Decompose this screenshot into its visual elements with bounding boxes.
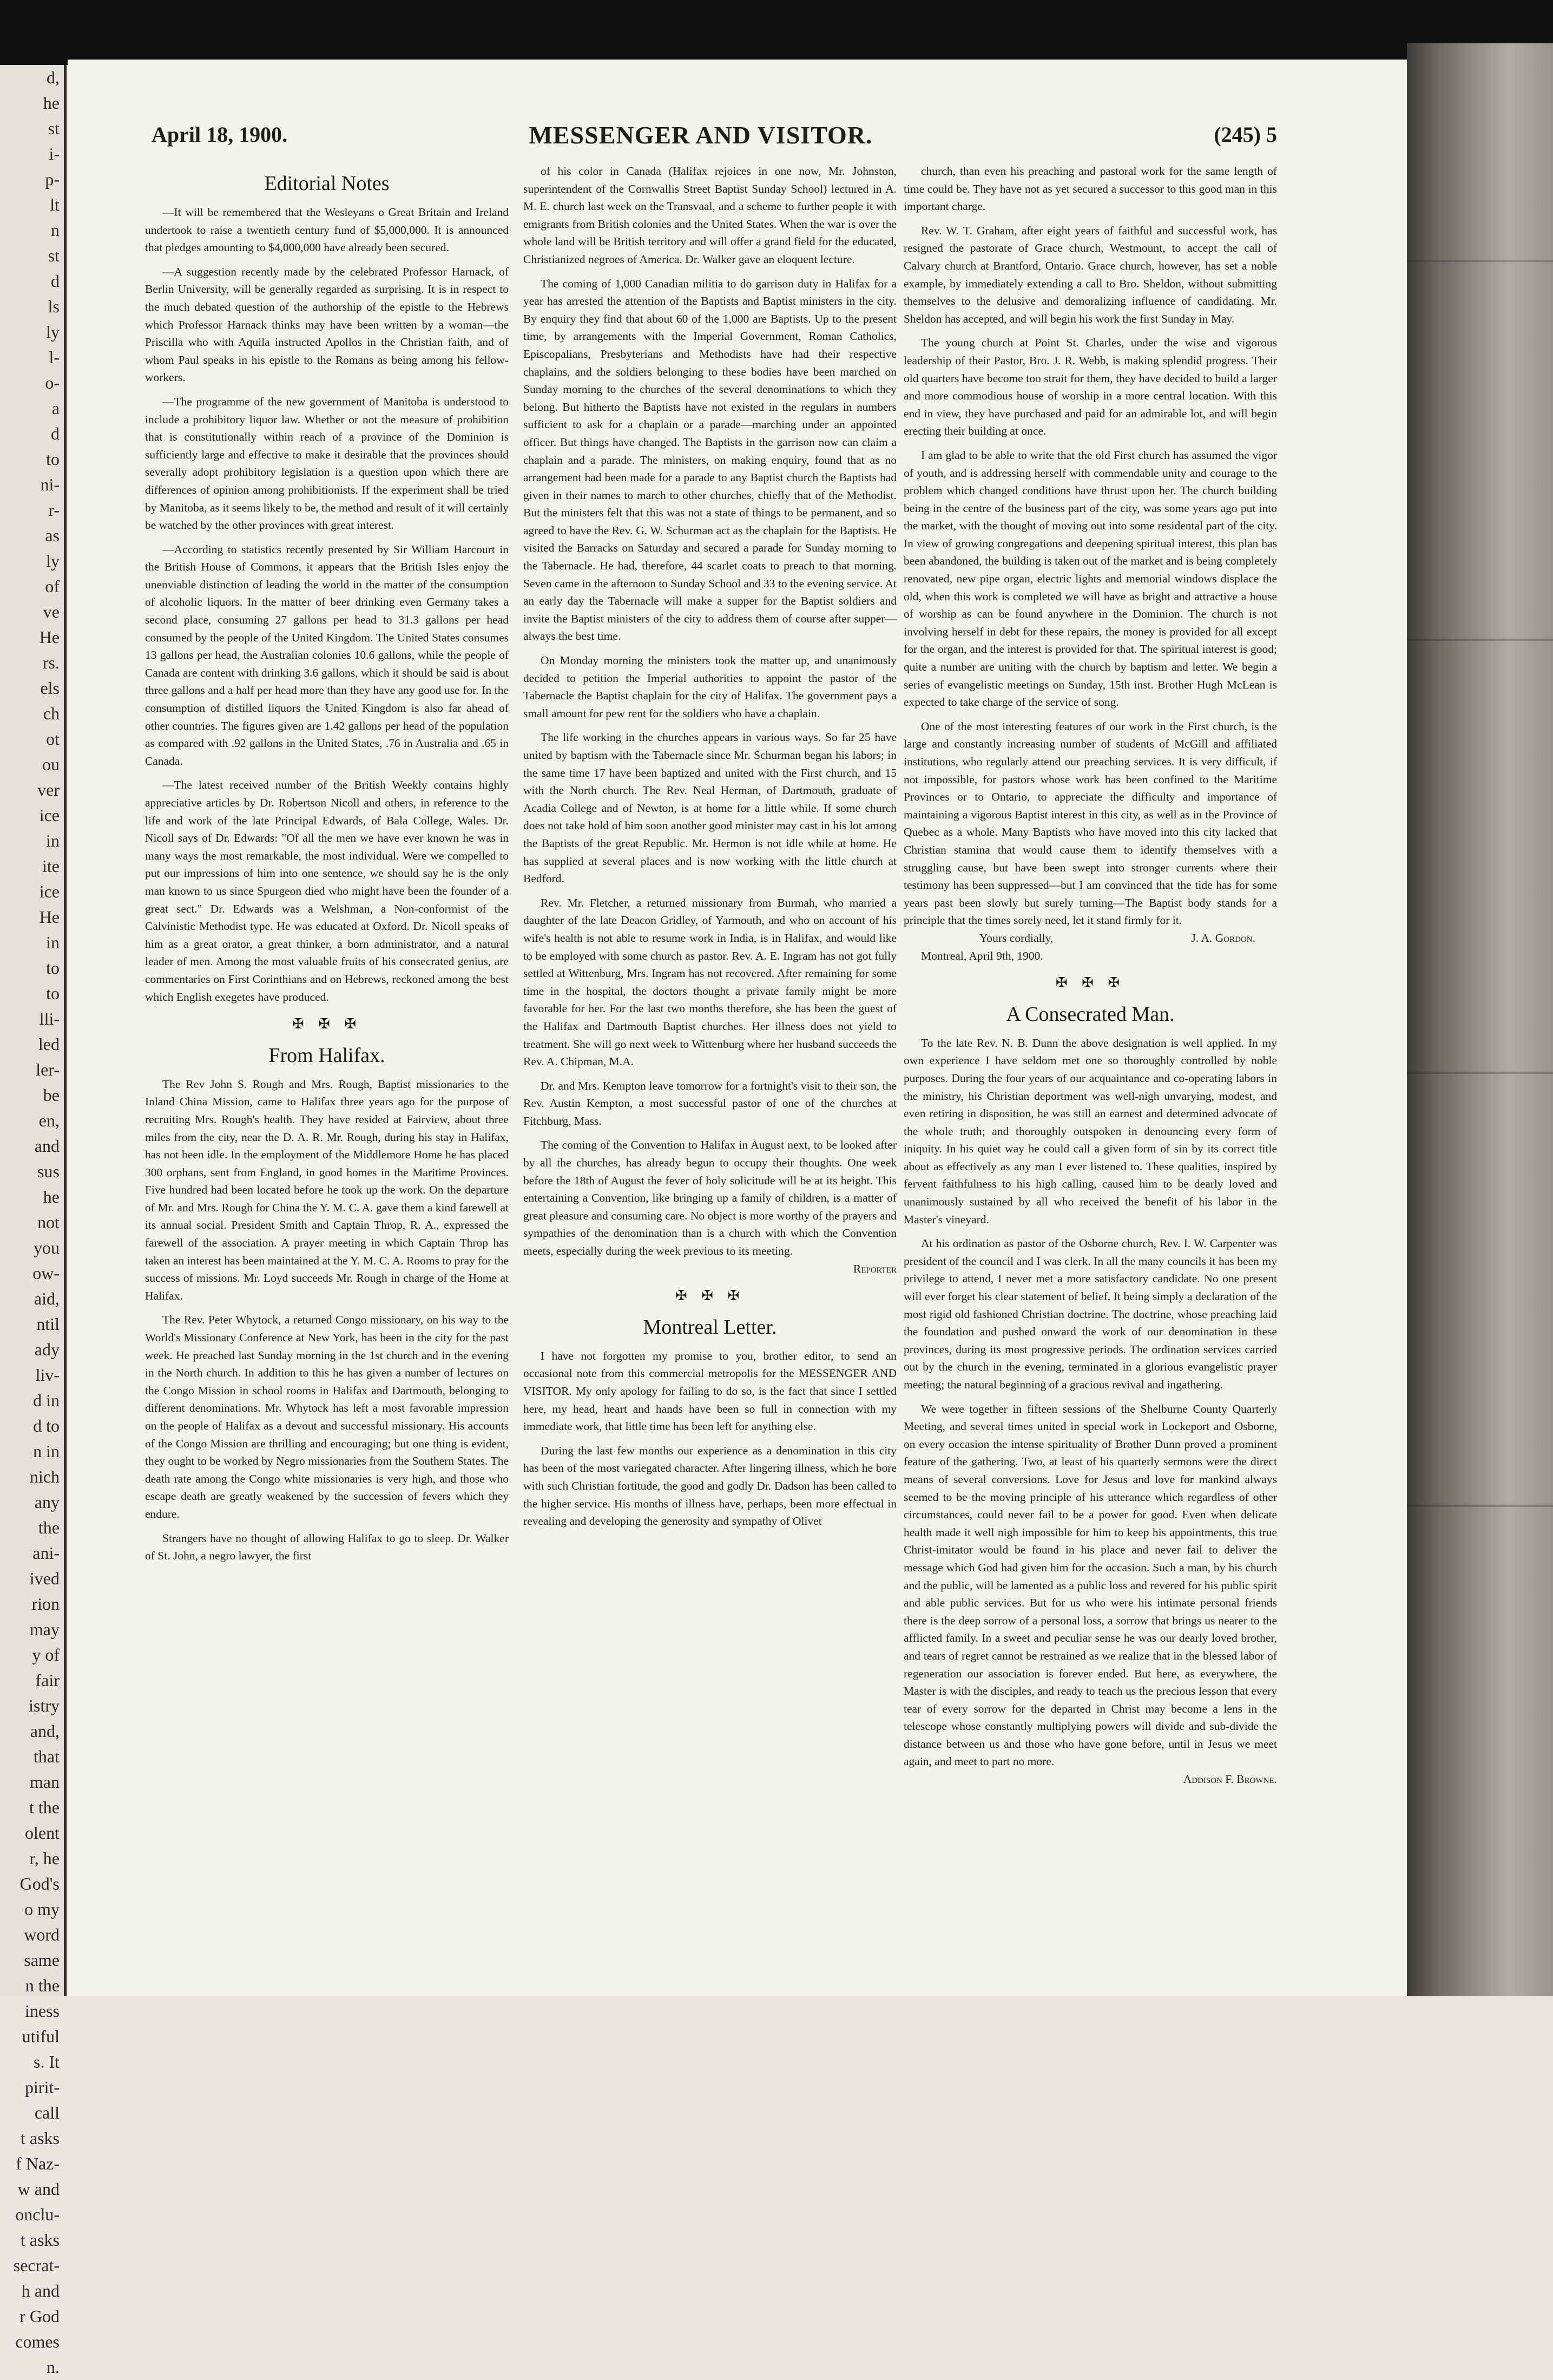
article-paragraph: On Monday morning the ministers took the matter up, and unanimously decided to petition the Imperial authorities to appoint the pastor of the Tabernacle the Baptist chaplain for the city of Halifax. The government pays a small amount for pew rent for the soldiers who have a chaplain.: [523, 654, 897, 720]
adjacent-page-fragment: aid,: [34, 1289, 60, 1308]
adjacent-page-fragment: of: [45, 576, 60, 596]
adjacent-page-fragment: istry: [29, 1696, 60, 1715]
adjacent-page-fragment: sus: [37, 1162, 60, 1181]
adjacent-page-fragment: t asks: [21, 2128, 60, 2148]
halifax-continued-body: [523, 162, 897, 1260]
article-paragraph: —The programme of the new government of Manitoba is understood to include a prohibitory liquor law. Whether or not the measure of prohibition that is constitutionally within reach of a province of the Dominion is sufficiently large and effective to make it desirable that the provinces should severally adopt prohibitory legislation is a question upon which there are differences of opinion among prohibitionists. If the experiment shall be tried by Manitoba, as it seems likely to be, the method and result of it will certainly be watched by the other provinces with great interest.: [145, 395, 509, 532]
adjacent-page-fragment: p-: [45, 169, 60, 189]
section-separator: ✠ ✠ ✠: [675, 1288, 745, 1304]
adjacent-page-fragment: n.: [47, 2357, 60, 2377]
adjacent-page-fragment: he: [43, 1187, 60, 1207]
adjacent-page-fragment: d: [51, 424, 60, 443]
article-paragraph: —The latest received number of the British Weekly contains highly appreciative articles by Dr. Robertson Nicoll and others, in reference to the life and work of the late Principal Edwards, of Bala College, Wales. Dr. Nicoll says of Dr. Edwards: "Of all the men we have ever known he was in many ways the most remarkable, the most individual. Were we compelled to put our impressions of him into one sentence, we should say he is the only man known to us since Spurgeon died who might have been the founder of a great sect." Dr. Edwards was a Welshman, a Non-conformist of the Calvinistic Methodist type. He was educated at Oxford. Dr. Nicoll speaks of him as a great orator, a great thinker, a born administrator, and a natural leader of men. Among the most valuable fruits of his consecrated genius, are commentaries on First Corinthians and on Hebrews, reckoned among the best which English exegetes have produced.: [145, 778, 509, 1004]
adjacent-page-fragment: any: [34, 1492, 60, 1512]
article-paragraph: During the last few months our experience as a denomination in this city has been of the most variegated character. After lingering illness, which he bore with such Christian fortitude, the good and godly Dr. Dadson has been called to the higher service. His months of illness have, perhaps, been more effectual in revealing and developing the generosity and sympathy of Olivet: [523, 1444, 897, 1528]
article-paragraph: At his ordination as pastor of the Osborne church, Rev. I. W. Carpenter was president of the council and I was clerk. In all the many councils it has been my privilege to attend, I never met a more satisfactory candidate. No one present will ever forget his clear statement of belief. It being simply a declaration of the most rigid old fashioned Christian doctrine. The doctrine, whose preaching laid the foundation and pushed onward the work of our denomination in these provinces, during its most progressive periods. The ordination services carried out by the church in the evening, terminated in a glorious evangelistic prayer meeting; the natural beginning of a gracious revival and ingathering.: [904, 1237, 1277, 1391]
column-3: [904, 162, 1277, 1911]
adjacent-page-fragment: to: [46, 984, 60, 1003]
section-separator: ✠ ✠ ✠: [1055, 975, 1126, 991]
adjacent-page-fragment: he: [43, 93, 60, 113]
article-paragraph: The coming of the Convention to Halifax in August next, to be looked after by all the churches, has already begun to occupy their thoughts. One week before the 18th of August the fever of holy solicitude will be at its height. This entertaining a Convention, like bringing up a family of children, is a matter of great pleasure and consuming care. No object is more worthy of the prayers and sympathies of the denomination than is a church with which the Convention meets, especially during the week previous to its meeting.: [523, 1138, 897, 1258]
adjacent-page-fragment: n in: [33, 1441, 60, 1461]
adjacent-page-fragment: ni-: [40, 475, 60, 494]
montreal-letter-body: [523, 1347, 897, 1530]
article-paragraph: Rev. W. T. Graham, after eight years of faithful and successful work, has resigned the pastorate of Grace church, Westmount, to accept the call of Calvary church at Brantford, Ontario. Grace church, however, has set a noble example, by immediately extending a call to Bro. Sheldon, without submitting themselves to the delusive and demoralizing influence of candidating. Mr. Sheldon has accepted, and will begin his work the first Sunday in May.: [904, 224, 1277, 325]
adjacent-page-fragment: the: [38, 1518, 60, 1537]
adjacent-page-fragment: comes: [15, 2332, 60, 2351]
signature-reporter: Reporter: [853, 1262, 897, 1275]
adjacent-page-fragment: a: [51, 398, 60, 418]
article-paragraph: The young church at Point St. Charles, under the wise and vigorous leadership of their Pastor, Bro. J. R. Webb, is making splendid progress. Their old quarters have become too strait for them, they have decided to build a larger and more commodious house of worship in a more central location. With this end in view, they have purchased and paid for an admirable lot, and will begin erecting their building at once.: [904, 336, 1277, 438]
adjacent-page-fragment: onclu-: [15, 2205, 60, 2224]
adjacent-page-fragment: d to: [33, 1416, 60, 1435]
adjacent-page-fragment: ch: [43, 704, 60, 723]
adjacent-page-fragment: s. It: [34, 2052, 60, 2071]
book-edge: [1407, 43, 1553, 1996]
adjacent-page-fragment: ler-: [36, 1060, 60, 1079]
adjacent-page-fragment: n: [51, 220, 60, 240]
adjacent-page-fragment: ice: [39, 805, 60, 825]
adjacent-page-fragment: ntil: [36, 1314, 60, 1334]
adjacent-page-fragment: st: [48, 119, 60, 138]
closing: Yours cordially,: [979, 931, 1054, 945]
adjacent-page-fragment: ice: [39, 882, 60, 901]
adjacent-page-fragment: d,: [47, 68, 60, 87]
adjacent-page-fragment: and: [34, 1136, 60, 1156]
adjacent-page-fragment: t asks: [21, 2230, 60, 2250]
signature-gordon: J. A. Gordon.: [1191, 931, 1255, 945]
adjacent-page-fragment: ow-: [32, 1263, 60, 1283]
adjacent-page-fragment: led: [38, 1034, 60, 1054]
column-1: [145, 168, 509, 1884]
article-paragraph: The Rev. Peter Whytock, a returned Congo missionary, on his way to the World's Missionary Conference at New York, has been in the city for the past week. He preached last Sunday morning in the 1st church and in the evening in the North church. In addition to this he has given a number of lectures on the Congo Mission in school rooms in Halifax and Dartmouth, belonging to different denominations. Mr. Whytock has left a most favorable impression on the people of Halifax as a devout and successful missionary. His accounts of the Congo Mission are thrilling and encouraging; but one thing is evident, they ought to be worked by Negro missionaries from the Southern States. The death rate among the Congo white missionaries is very high, and those who escape death are greatly weakened by the succession of fevers which they endure.: [145, 1313, 509, 1520]
consecrated-man-body: [904, 1034, 1277, 1771]
adjacent-page-fragment: be: [43, 1085, 60, 1105]
adjacent-page-fragment: ite: [42, 856, 60, 876]
adjacent-page-fragment: o-: [45, 373, 60, 392]
section-heading-editorial-notes: Editorial Notes: [264, 172, 390, 195]
adjacent-page-fragment: lli-: [39, 1009, 60, 1028]
adjacent-page-fragment: to: [46, 958, 60, 978]
signature-browne: Addison F. Browne.: [1183, 1773, 1277, 1786]
article-paragraph: We were together in fifteen sessions of the Shelburne County Quarterly Meeting, and several times united in special work in Lockeport and Osborne, on every occasion the intense spirituality of Brother Dunn proved a prominent feature of the gathering. Two, at least of his quarterly sermons were the direct means of several conversions. Love for Jesus and love for mankind always seemed to be the moving principle of his utterance which regardless of other circumstances, could never fail to be a power for good. Even when delicate health made it well nigh impossible for him to keep his appointments, this true Christ-imitator would be found in his place and never fail to deliver the message which God had given him for the occasion. Such a man, by his church and the public, will be lamented as a public loss and revered for his public spirit and able public services. But for us who were his intimate personal friends there is the deep sorrow of a personal loss, a sorrow that brings us nearer to the afflicted family. In a sweet and peculiar sense he was our dearly loved brother, and tears of regret cannot be restrained as we realize that in the blessed labor of regeneration our association is forever ended. But here, as everywhere, the Master is with the disciples, and ready to teach us the precious lesson that every tear of every sorrow for the departed in Christ may become a lens in the telescope whose constantly multiplying powers will divide and sub-divide the distance between us and those who have gone before, until in Jesus we meet again, and meet to part no more.: [904, 1402, 1277, 1768]
article-paragraph: I have not forgotten my promise to you, brother editor, to send an occasional note from this commercial metropolis for the MESSENGER AND VISITOR. My only apology for failing to do so, is the fact that since I settled here, my head, heart and hands have been so full in connection with my immediate work, that little time has been left for anything else.: [523, 1349, 897, 1433]
adjacent-page-fragment: you: [34, 1238, 60, 1257]
scanner-background: [0, 0, 1553, 65]
adjacent-page-fragment: ly: [46, 322, 60, 342]
adjacent-page-fragment: r, he: [29, 1848, 60, 1868]
adjacent-page-fragment: r-: [48, 500, 60, 520]
article-paragraph: The Rev John S. Rough and Mrs. Rough, Baptist missionaries to the Inland China Mission, came to Halifax three years ago for the purpose of recruiting Mrs. Rough's health. They have resided at Fairview, about three miles from the city, near the D. A. R. Mr. Rough, during his stay in Halifax, has not been idle. In the employment of the Middlemore Home he has placed 300 orphans, sent from England, in good homes in the Maritime Provinces. Five hundred had been located before he took up the work. On the departure of Mr. and Mrs. Rough for China the Y. M. C. A. gave them a kind farewell at its annual social. President Smith and Captain Throp, R. A., expressed the farewell of the association. A prayer meeting in which Captain Throp has taken an interest has been maintained at the Y. M. C. A. Rooms to pray for the success of missions. Mr. Loyd succeeds Mr. Rough in charge of the Home at Halifax.: [145, 1077, 509, 1302]
adjacent-page-fragment: h and: [21, 2281, 60, 2300]
adjacent-page-fragment: pirit-: [25, 2077, 60, 2097]
article-paragraph: —According to statistics recently presented by Sir William Harcourt in the British House of Commons, it appears that the British Isles enjoy the unenviable distinction of leading the world in the matter of the consumption of alcoholic liquors. In the matter of beer drinking even Germany takes a second place, consuming 27 gallons per head to 31.3 gallons per head consumed by the people of the United Kingdom. The United States consumes 13 gallons per head, the Australian colonies 10.6 gallons, while the people of Canada are content with drinking 3.6 gallons, which it should be said is about three gallons and a half per head more than they have any good use for. In the consumption of distilled liquors the United Kingdom is also far ahead of other countries. The figures given are 1.42 gallons per head of the population as compared with .92 gallons in the United States, .76 in Australia and .65 in Canada.: [145, 542, 509, 768]
adjacent-page-fragment: d: [51, 271, 60, 291]
adjacent-page-fragment: ived: [29, 1569, 60, 1588]
from-halifax-body: [145, 1076, 509, 1565]
adjacent-page-fragment: d in: [33, 1391, 60, 1410]
article-paragraph: One of the most interesting features of our work in the First church, is the large and constantly increasing number of students of McGill and affiliated institutions, who regularly attend our preaching services. It is very difficult, if not impossible, for pastors whose work has been confined to the Maritime Provinces or to Ontario, to appreciate the difficulty and importance of maintaining a vigorous Baptist interest in this city, as well as in the Province of Quebec as a whole. Many Baptists who have moved into this city lacked that Christian stamina that would cause them to identify themselves with a struggling cause, but have been swept into stronger currents where their testimony has been suppressed—but I am convinced that the tide has for some years past been slowly but surely turning—The Baptist body stands for a principle that the times sorely need, let it stand firmly for it.: [904, 719, 1277, 927]
masthead: [81, 122, 1320, 160]
adjacent-page-fragment: st: [48, 246, 60, 265]
adjacent-page-fragment: r God: [19, 2306, 60, 2326]
column-2: [523, 162, 897, 1938]
article-paragraph: —A suggestion recently made by the celebrated Professor Harnack, of Berlin University, will be generally regarded as surprising. It is in respect to the much debated question of the authorship of the epistle to the Hebrews which Professor Harnack thinks may have been written by a woman—the Priscilla who with Aquila instructed Apollos in the Christian faith, and of whom Paul speaks in his epistle to the Romans as being among his fellow-workers.: [145, 265, 509, 384]
adjacent-page-fragment: and,: [30, 1721, 60, 1741]
article-paragraph: Strangers have no thought of allowing Halifax to go to sleep. Dr. Walker of St. John, a negro lawyer, the first: [145, 1531, 509, 1563]
article-paragraph: —It will be remembered that the Wesleyans o Great Britain and Ireland undertook to raise a twentieth century fund of $5,000,000. It is announced that pledges amounting to $4,000,000 have already been secured.: [145, 206, 509, 254]
adjacent-page-fragment: lt: [50, 195, 60, 214]
dateline: Montreal, April 9th, 1900.: [921, 949, 1043, 962]
page-number: (245) 5: [1214, 122, 1277, 147]
adjacent-page-fragment: ot: [46, 729, 60, 749]
adjacent-page-fragment: t the: [29, 1798, 60, 1817]
adjacent-page-fragment: ve: [43, 602, 60, 621]
adjacent-page-fragment: w and: [17, 2179, 60, 2199]
adjacent-page-fragment: He: [39, 907, 60, 927]
adjacent-page-fragment: same: [24, 1950, 60, 1970]
adjacent-page-fragment: ady: [34, 1340, 60, 1359]
section-heading-montreal-letter: Montreal Letter.: [643, 1315, 777, 1339]
adjacent-page-fragment: l-: [49, 348, 60, 367]
adjacent-page-fragment: liv-: [35, 1365, 60, 1385]
adjacent-page-fragment: secrat-: [13, 2256, 60, 2275]
adjacent-page-fragment: God's: [19, 1874, 60, 1893]
article-paragraph: church, than even his preaching and pastoral work for the same length of time could be. They have not as yet secured a successor to this good man in this important charge.: [904, 165, 1277, 213]
adjacent-page-fragment: iness: [25, 2001, 60, 2021]
signature-row: [904, 929, 1277, 947]
adjacent-page-fragment: rs.: [42, 653, 60, 672]
adjacent-page-fragment: to: [46, 449, 60, 469]
montreal-letter-continued-body: [904, 162, 1277, 929]
adjacent-page-fragment: word: [24, 1925, 60, 1944]
adjacent-page-fragment: in: [46, 933, 60, 952]
adjacent-page-fragment: that: [34, 1747, 60, 1766]
adjacent-page-fragment: ani-: [32, 1543, 60, 1563]
adjacent-page-fragment: fair: [35, 1670, 60, 1690]
adjacent-page-fragment: rion: [31, 1594, 60, 1614]
adjacent-page-fragment: n the: [25, 1976, 60, 1995]
adjacent-page-fragment: call: [34, 2103, 60, 2122]
adjacent-page-fragment: man: [29, 1772, 60, 1792]
adjacent-page-fragment: o my: [24, 1899, 60, 1919]
adjacent-page-fragment: in: [46, 831, 60, 850]
adjacent-page-fragment: utiful: [22, 2027, 60, 2046]
adjacent-page-fragment: f Naz-: [16, 2154, 60, 2173]
article-paragraph: The life working in the churches appears in various ways. So far 25 have united by baptism with the Tabernacle since Mr. Schurman began his labors; in the same time 17 have been baptized and united with the First church, and 15 with the North church. The Rev. Neal Herman, of Dartmouth, graduate of Acadia College and of Newton, is at home for a little while. If some church does not take hold of him soon another good minister may cast in his lot among the Baptists of the great Republic. Mr. Hermon is not idle while at home. He has supplied at several places and is now working with the little church at Bedford.: [523, 731, 897, 886]
adjacent-page-fragment: He: [39, 627, 60, 647]
article-paragraph: To the late Rev. N. B. Dunn the above designation is well applied. In my own experience I have seldom met one so thoroughly controlled by noble purposes. During the four years of our acquaintance and co-operating labors in the ministry, his Christian deportment was well-nigh unvarying, modest, and even retiring in disposition, he was still an earnest and determined advocate of the whole truth; and thoroughly outspoken in denouncing every form of iniquity. In his quiet way he could call a given form of sin by its correct title about as effectively as any man I ever listened to. These qualities, inspired by fervent faithfulness to his high calling, caused him to be dearly loved and unanimously sustained by all who received the benefit of his labor in the Master's vineyard.: [904, 1036, 1277, 1226]
adjacent-page-fragment: as: [45, 526, 60, 545]
adjacent-page-fragment: ly: [46, 551, 60, 571]
article-paragraph: of his color in Canada (Halifax rejoices in one now, Mr. Johnston, superintendent of the Cornwallis Street Baptist Sunday School) lectured in A. M. E. church last week on the Transvaal, and a scheme to further people it with emigrants from British colonies and the United States. When the war is over the whole land will be British territory and will offer a grand field for the educated, Christianized negroes of America. Dr. Walker gave an eloquent lecture.: [523, 165, 897, 266]
adjacent-page-fragment: not: [37, 1212, 60, 1232]
article-paragraph: Dr. and Mrs. Kempton leave tomorrow for a fortnight's visit to their son, the Rev. Austin Kempton, a most successful pastor of one of the churches at Fitchburg, Mass.: [523, 1079, 897, 1127]
adjacent-page-fragment: ls: [48, 297, 60, 316]
adjacent-page-fragment: nich: [29, 1467, 60, 1486]
adjacent-page-fragment: y of: [32, 1645, 60, 1664]
newspaper-title: MESSENGER AND VISITOR.: [529, 121, 873, 149]
article-paragraph: I am glad to be able to write that the old First church has assumed the vigor of youth, and is addressing herself with commendable unity and courage to the problem which changed conditions have thrust upon her. The church building being in the centre of the business part of the city, was some years ago put into the market, with the thought of moving out into some residental part of the city. In view of growing congregations and deepening spiritual interest, this plan has been abandoned, the building is taken out of the market and is being completely renovated, new pipe organ, electric lights and memorial windows displace the old, when this work is completed we will have as bright and attractive a house of worship as can be found anywhere in the Dominion. The church is not involving herself in debt for these repairs, the money is provided for all except for the organ, and the interest is provided for that. The spiritual interest is good; quite a number are uniting with the church by baptism and letter. We begin a series of evangelistic meetings on Sunday, 15th inst. Brother Hugh McLean is expected to take charge of the service of song.: [904, 448, 1277, 709]
adjacent-page-fragment: ou: [42, 755, 60, 774]
section-separator: ✠ ✠ ✠: [292, 1016, 362, 1032]
article-paragraph: Rev. Mr. Fletcher, a returned missionary from Burmah, who married a daughter of the late Deacon Gridley, of Yarmouth, and who on account of his wife's health is not able to resume work in India, is in Halifax, and would like to be employed with some church as pastor. Rev. A. E. Ingram has not got fully settled at Wittenburg, Mrs. Ingram has not recovered. After remaining for some time in the hospital, the doctors thought a private family might be more favorable for her. For the last two months therefore, she has been the guest of the Halifax and Dartmouth Baptist churches. Her illness does not yield to treatment. She will go next week to Wittenburg where her husband succeeds the Rev. A. Chipman, M.A.: [523, 896, 897, 1068]
adjacent-page-fragment: i-: [49, 144, 60, 163]
section-heading-from-halifax: From Halifax.: [268, 1044, 385, 1067]
adjacent-page-fragment: may: [29, 1620, 60, 1639]
adjacent-page-fragment: ver: [37, 780, 60, 799]
adjacent-page-fragment: olent: [25, 1823, 60, 1843]
article-paragraph: The coming of 1,000 Canadian militia to do garrison duty in Halifax for a year has arrested the attention of the Baptists and Baptist ministers in the city. By enquiry they find that about 60 of the 1,000 are Baptists. Up to the present time, by arrangements with the Imperial Government, Roman Catholics, Episcopalians, Presbyterians and Methodists have had their respective chaplains, and the soldiers belonging to these bodies have been marched on Sunday morning to the churches of the several denominations to which they belong. But hitherto the Baptists have not existed in the regulars in numbers sufficient to ask for a chaplain or a parade—marching under an appointed officer. But things have changed. The Baptists in the garrison now can claim a chaplain and a parade. The ministers, on making enquiry, found that as no arrangement had been made for a parade to any Baptist church the Baptists had given in their names to march to other churches, chiefly that of the Methodist. But the ministers felt that this was not a state of things to be permanent, and so agreed to have the Rev. G. W. Schurman act as the chaplain for the Baptists. He visited the Barracks on Saturday and secured a parade for Sunday morning to the Tabernacle. He had, therefore, 44 scarlet coats to preach to that morning. Seven came in the afternoon to Sunday School and 33 to the evening service. At an early day the Tabernacle will make a supper for the Baptist soldiers and invite the Baptist ministers of the city to address them of course after supper—always the best time.: [523, 277, 897, 643]
adjacent-page-fragment: els: [40, 678, 60, 698]
editorial-notes-body: [145, 204, 509, 1006]
issue-date: April 18, 1900.: [152, 122, 288, 147]
section-heading-consecrated-man: A Consecrated Man.: [1006, 1002, 1175, 1026]
adjacent-page-strip: [0, 65, 67, 2377]
adjacent-page-fragment: en,: [38, 1111, 60, 1130]
